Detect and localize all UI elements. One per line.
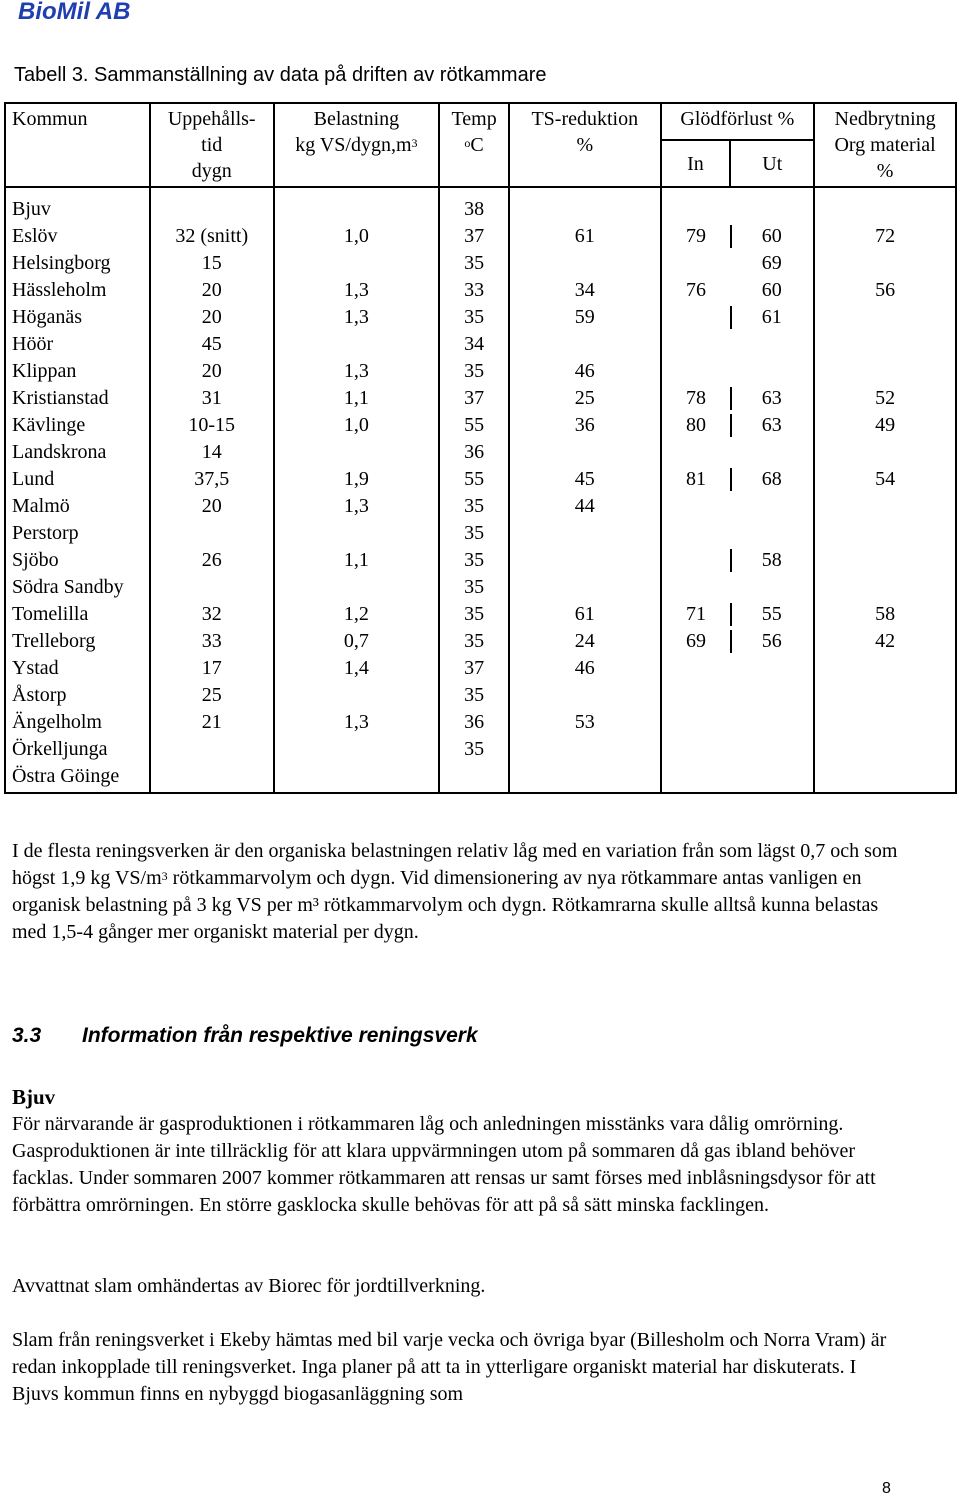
cell-nedb xyxy=(814,250,956,277)
cell-belastning: 0,7 xyxy=(274,628,440,655)
cell-ut: 58 xyxy=(730,547,814,574)
table-row xyxy=(5,250,956,277)
header-nedbrytning: Nedbrytning Org material % xyxy=(814,103,956,187)
paragraph-belastning: I de flesta reningsverken är den organiska belastningen relativ låg med en variation från som lägst 0,7 och som högst 1,9 kg $VS/m^3$ rötkammarvolym och dygn. Vid dimensionering av nya rötkammare antas vanligen en organisk belastning på 3 kg VS per m³ rötkammarvolym och dygn. Rötkamrarna skulle alltså kunna belastas med 1,5-4 gånger mer organiskt material per dygn. xyxy=(12,840,898,943)
cell-uppehall: 20 xyxy=(150,358,274,385)
cell-temp: 35 xyxy=(439,601,509,628)
table-row xyxy=(5,412,956,439)
cell-in xyxy=(661,574,731,601)
cell-temp: 35 xyxy=(439,682,509,709)
cell-nedb: 42 xyxy=(814,628,956,655)
cell-uppehall xyxy=(150,520,274,547)
paragraph-gasproduktion: För närvarande är gasproduktionen i rötkammaren låg och anledningen misstänks vara dålig omrörning. Gasproduktionen är inte tillräcklig för att klara uppvärmningen utom på sommaren då gas ibland behöver facklas. Under sommaren 2007 kommer rötkammaren att rensas ur samt förses med inblåsningsdysor för att förbättra omrörningen. En större gasklocka skulle behövas för att på så sätt minska facklingen. xyxy=(12,1113,876,1216)
cell-in xyxy=(661,709,731,736)
cell-ts: 25 xyxy=(509,385,661,412)
table-row xyxy=(5,763,956,793)
header-kommun: Kommun xyxy=(5,103,150,187)
cell-ut: 63 xyxy=(730,412,814,439)
cell-temp: 35 xyxy=(439,520,509,547)
cell-kommun: Åstorp xyxy=(5,682,150,709)
cell-in xyxy=(661,493,731,520)
cell-temp: 55 xyxy=(439,466,509,493)
cell-belastning: 1,0 xyxy=(274,412,440,439)
cell-belastning xyxy=(274,736,440,763)
cell-kommun: Örkelljunga xyxy=(5,736,150,763)
cell-uppehall: 32 xyxy=(150,601,274,628)
cell-kommun: Höganäs xyxy=(5,304,150,331)
cell-ts: 61 xyxy=(509,601,661,628)
cell-nedb xyxy=(814,736,956,763)
cell-belastning: 1,3 xyxy=(274,304,440,331)
cell-uppehall: 32 (snitt) xyxy=(150,223,274,250)
cell-belastning: 1,4 xyxy=(274,655,440,682)
cell-ut xyxy=(730,763,814,793)
cell-temp: 37 xyxy=(439,385,509,412)
cell-uppehall: 37,5 xyxy=(150,466,274,493)
header-temp: Temp $^o$C xyxy=(439,103,509,187)
cell-kommun: Höör xyxy=(5,331,150,358)
table-row xyxy=(5,439,956,466)
cell-temp: 35 xyxy=(439,736,509,763)
table-row xyxy=(5,223,956,250)
table-row xyxy=(5,277,956,304)
cell-temp: 35 xyxy=(439,574,509,601)
table-row xyxy=(5,385,956,412)
cell-belastning: 1,3 xyxy=(274,493,440,520)
cell-temp: 35 xyxy=(439,304,509,331)
cell-belastning: 1,1 xyxy=(274,547,440,574)
cell-nedb: 72 xyxy=(814,223,956,250)
table-row xyxy=(5,331,956,358)
cell-belastning xyxy=(274,520,440,547)
cell-uppehall: 15 xyxy=(150,250,274,277)
cell-temp: 35 xyxy=(439,493,509,520)
digester-data-table xyxy=(4,102,957,794)
cell-belastning xyxy=(274,574,440,601)
table-row xyxy=(5,520,956,547)
cell-uppehall: 20 xyxy=(150,493,274,520)
cell-ut: 68 xyxy=(730,466,814,493)
cell-belastning xyxy=(274,763,440,793)
cell-kommun: Ystad xyxy=(5,655,150,682)
cell-in: 71 xyxy=(661,601,731,628)
paragraph-avvattnat-slam: Avvattnat slam omhändertas av Biorec för jordtillverkning. xyxy=(12,1275,486,1297)
cell-in: 79 xyxy=(661,223,731,250)
cell-kommun: Malmö xyxy=(5,493,150,520)
table-row xyxy=(5,493,956,520)
cell-nedb xyxy=(814,574,956,601)
table-row xyxy=(5,358,956,385)
cell-uppehall xyxy=(150,187,274,223)
table-body xyxy=(5,187,956,793)
cell-temp: 38 xyxy=(439,187,509,223)
cell-uppehall: 25 xyxy=(150,682,274,709)
cell-uppehall xyxy=(150,736,274,763)
table-row xyxy=(5,187,956,223)
cell-kommun: Landskrona xyxy=(5,439,150,466)
cell-kommun: Kävlinge xyxy=(5,412,150,439)
cell-uppehall xyxy=(150,574,274,601)
cell-in: 76 xyxy=(661,277,731,304)
table-row xyxy=(5,709,956,736)
cell-uppehall: 20 xyxy=(150,304,274,331)
cell-temp xyxy=(439,763,509,793)
cell-ts xyxy=(509,763,661,793)
cell-ut: 61 xyxy=(730,304,814,331)
cell-nedb xyxy=(814,358,956,385)
cell-ts: 36 xyxy=(509,412,661,439)
cell-ts: 34 xyxy=(509,277,661,304)
cell-ut: 69 xyxy=(730,250,814,277)
cell-ut xyxy=(730,574,814,601)
cell-ut xyxy=(730,187,814,223)
cell-in xyxy=(661,655,731,682)
cell-ts xyxy=(509,250,661,277)
cell-ut xyxy=(730,439,814,466)
table-row xyxy=(5,601,956,628)
section-title: Information från respektive reningsverk xyxy=(82,1024,478,1047)
cell-belastning xyxy=(274,439,440,466)
cell-nedb xyxy=(814,304,956,331)
cell-uppehall: 20 xyxy=(150,277,274,304)
cell-ts: 44 xyxy=(509,493,661,520)
cell-temp: 34 xyxy=(439,331,509,358)
cell-temp: 36 xyxy=(439,709,509,736)
header-glodforlust: Glödförlust % xyxy=(661,103,815,140)
cell-ut xyxy=(730,520,814,547)
cell-in xyxy=(661,358,731,385)
company-logo: BioMil AB xyxy=(18,0,131,25)
cell-temp: 33 xyxy=(439,277,509,304)
cell-kommun: Kristianstad xyxy=(5,385,150,412)
cell-ut xyxy=(730,358,814,385)
cell-in: 81 xyxy=(661,466,731,493)
cell-ut xyxy=(730,331,814,358)
cell-belastning: 1,0 xyxy=(274,223,440,250)
subheading-bjuv: Bjuv xyxy=(12,1085,56,1109)
cell-nedb: 56 xyxy=(814,277,956,304)
cell-kommun: Perstorp xyxy=(5,520,150,547)
cell-kommun: Lund xyxy=(5,466,150,493)
cell-in xyxy=(661,439,731,466)
cell-uppehall: 21 xyxy=(150,709,274,736)
cell-kommun: Östra Göinge xyxy=(5,763,150,793)
cell-kommun: Ängelholm xyxy=(5,709,150,736)
cell-kommun: Tomelilla xyxy=(5,601,150,628)
paragraph-slam-ekeby: Slam från reningsverket i Ekeby hämtas med bil varje vecka och övriga byar (Billesholm och Norra Vram) är redan inkopplade till reningsverket. Inga planer på att ta in ytterligare organiskt material har diskuterats. I Bjuvs kommun finns en nybyggd biogasanläggning som xyxy=(12,1329,887,1405)
cell-kommun: Södra Sandby xyxy=(5,574,150,601)
cell-ts: 46 xyxy=(509,358,661,385)
cell-temp: 55 xyxy=(439,412,509,439)
cell-ts xyxy=(509,574,661,601)
cell-in xyxy=(661,547,731,574)
header-glodforlust-in: In xyxy=(661,140,731,187)
cell-temp: 36 xyxy=(439,439,509,466)
cell-ts xyxy=(509,547,661,574)
cell-kommun: Sjöbo xyxy=(5,547,150,574)
cell-uppehall: 10-15 xyxy=(150,412,274,439)
cell-in: 69 xyxy=(661,628,731,655)
cell-temp: 35 xyxy=(439,628,509,655)
cell-kommun: Klippan xyxy=(5,358,150,385)
cell-belastning: 1,9 xyxy=(274,466,440,493)
cell-ut xyxy=(730,655,814,682)
page-number: 8 xyxy=(882,1480,891,1497)
cell-belastning: 1,3 xyxy=(274,358,440,385)
header-uppehallstid: Uppehålls- tid dygn xyxy=(150,103,274,187)
cell-ut: 63 xyxy=(730,385,814,412)
cell-kommun: Helsingborg xyxy=(5,250,150,277)
cell-nedb xyxy=(814,709,956,736)
cell-ts xyxy=(509,187,661,223)
cell-nedb xyxy=(814,439,956,466)
cell-ut xyxy=(730,682,814,709)
cell-in xyxy=(661,187,731,223)
cell-nedb xyxy=(814,547,956,574)
cell-ts: 59 xyxy=(509,304,661,331)
section-number: 3.3 xyxy=(12,1024,42,1047)
header-belastning: Belastning kg $VS/dygn,m^3$ xyxy=(274,103,440,187)
cell-ut xyxy=(730,709,814,736)
table-row xyxy=(5,655,956,682)
cell-uppehall: 26 xyxy=(150,547,274,574)
cell-temp: 35 xyxy=(439,250,509,277)
cell-in xyxy=(661,520,731,547)
cell-nedb: 54 xyxy=(814,466,956,493)
cell-uppehall: 31 xyxy=(150,385,274,412)
cell-ts xyxy=(509,520,661,547)
cell-kommun: Trelleborg xyxy=(5,628,150,655)
cell-nedb: 49 xyxy=(814,412,956,439)
cell-belastning xyxy=(274,187,440,223)
cell-nedb: 52 xyxy=(814,385,956,412)
cell-ts xyxy=(509,682,661,709)
cell-belastning: 1,3 xyxy=(274,277,440,304)
table-caption: Tabell 3. Sammanställning av data på driften av rötkammare xyxy=(14,64,547,86)
cell-ts: 24 xyxy=(509,628,661,655)
cell-uppehall xyxy=(150,763,274,793)
cell-ts xyxy=(509,736,661,763)
table-row xyxy=(5,628,956,655)
cell-uppehall: 17 xyxy=(150,655,274,682)
table-row xyxy=(5,574,956,601)
cell-belastning: 1,3 xyxy=(274,709,440,736)
cell-in xyxy=(661,250,731,277)
table-row xyxy=(5,466,956,493)
cell-in xyxy=(661,682,731,709)
table-row xyxy=(5,682,956,709)
table-row xyxy=(5,736,956,763)
cell-ts xyxy=(509,331,661,358)
cell-in xyxy=(661,304,731,331)
cell-uppehall: 45 xyxy=(150,331,274,358)
cell-ut: 60 xyxy=(730,223,814,250)
section-heading xyxy=(12,1024,478,1048)
cell-belastning xyxy=(274,250,440,277)
cell-kommun: Hässleholm xyxy=(5,277,150,304)
cell-temp: 35 xyxy=(439,358,509,385)
cell-ts: 46 xyxy=(509,655,661,682)
cell-in xyxy=(661,331,731,358)
cell-in xyxy=(661,763,731,793)
cell-ut xyxy=(730,493,814,520)
cell-nedb: 58 xyxy=(814,601,956,628)
cell-nedb xyxy=(814,493,956,520)
cell-temp: 37 xyxy=(439,223,509,250)
cell-temp: 37 xyxy=(439,655,509,682)
cell-nedb xyxy=(814,187,956,223)
cell-belastning xyxy=(274,682,440,709)
cell-in xyxy=(661,736,731,763)
cell-uppehall: 14 xyxy=(150,439,274,466)
cell-ut: 56 xyxy=(730,628,814,655)
header-glodforlust-ut: Ut xyxy=(730,140,814,187)
cell-in: 80 xyxy=(661,412,731,439)
cell-nedb xyxy=(814,682,956,709)
cell-ts: 45 xyxy=(509,466,661,493)
cell-nedb xyxy=(814,763,956,793)
table-header xyxy=(5,103,956,187)
cell-ts: 61 xyxy=(509,223,661,250)
cell-in: 78 xyxy=(661,385,731,412)
cell-kommun: Bjuv xyxy=(5,187,150,223)
cell-belastning: 1,1 xyxy=(274,385,440,412)
table-row xyxy=(5,547,956,574)
cell-ts: 53 xyxy=(509,709,661,736)
cell-ut xyxy=(730,736,814,763)
cell-temp: 35 xyxy=(439,547,509,574)
cell-belastning: 1,2 xyxy=(274,601,440,628)
cell-ut: 60 xyxy=(730,277,814,304)
cell-ut: 55 xyxy=(730,601,814,628)
cell-belastning xyxy=(274,331,440,358)
cell-nedb xyxy=(814,331,956,358)
cell-ts xyxy=(509,439,661,466)
cell-kommun: Eslöv xyxy=(5,223,150,250)
cell-uppehall: 33 xyxy=(150,628,274,655)
cell-nedb xyxy=(814,655,956,682)
header-ts-reduktion: TS-reduktion % xyxy=(509,103,661,187)
table-row xyxy=(5,304,956,331)
cell-nedb xyxy=(814,520,956,547)
